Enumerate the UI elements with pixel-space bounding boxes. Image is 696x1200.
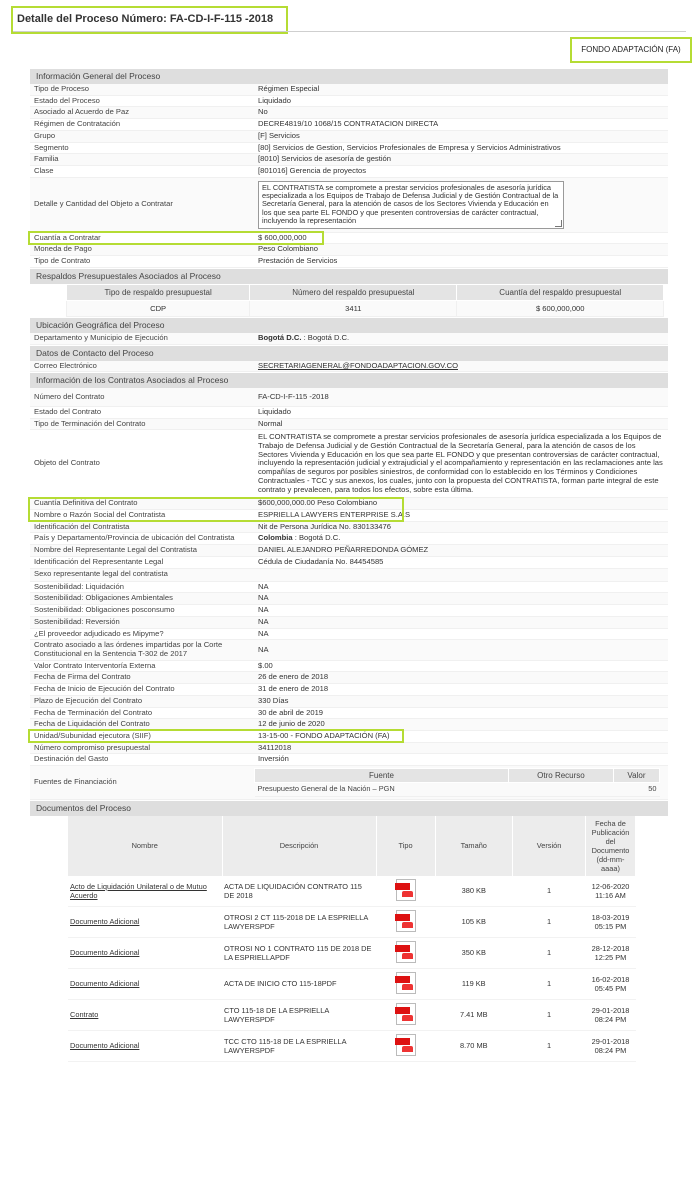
table-row xyxy=(30,754,668,766)
field-value: Liquidado xyxy=(254,95,668,107)
field-value: Peso Colombiano xyxy=(254,244,668,256)
field-label: Destinación del Gasto xyxy=(30,754,254,766)
document-type xyxy=(376,876,435,907)
table-row xyxy=(30,130,668,142)
field-value: NA xyxy=(254,628,668,640)
document-date: 28-12-2018 12:25 PM xyxy=(586,937,636,968)
title-divider xyxy=(13,31,686,32)
table-row xyxy=(30,640,668,660)
funding-header-fuente: Fuente xyxy=(255,769,509,783)
pdf-icon[interactable] xyxy=(396,1034,416,1056)
field-value: $ 600,000,000 xyxy=(254,232,668,244)
field-label: Nombre o Razón Social del Contratista xyxy=(30,510,254,522)
detalle-text: EL CONTRATISTA se compromete a prestar servicios profesionales de asesoría jurídica especializada a los Equipos de Trabajo de Defensa Judicial y de Gestión Contractual de la Secretaría General, para la atención de casos de los Sectores Vivienda y Educación en los que sea parte EL FONDO y que presenten controversias de carácter contractual, incluyendo la representación xyxy=(262,182,559,226)
objeto-row xyxy=(30,430,668,498)
field-value xyxy=(254,533,668,545)
section-respaldos: Respaldos Presupuestales Asociados al Proceso xyxy=(30,269,668,284)
field-label: Fecha de Liquidación del Contrato xyxy=(30,719,254,731)
field-value: Nit de Persona Jurídica No. 830133476 xyxy=(254,521,668,533)
field-value: ESPRIELLA LAWYERS ENTERPRISE S.A.S xyxy=(254,510,668,522)
field-value: NA xyxy=(254,593,668,605)
budget-table xyxy=(66,284,664,317)
document-date: 29-01-2018 08:24 PM xyxy=(586,999,636,1030)
table-row xyxy=(30,707,668,719)
field-label: Fuentes de Financiación xyxy=(30,766,254,800)
document-name-link[interactable]: Documento Adicional xyxy=(68,1030,222,1061)
field-label: Fecha de Firma del Contrato xyxy=(30,672,254,684)
field-label: Tipo de Contrato xyxy=(30,256,254,268)
field-label: Sostenibilidad: Liquidación xyxy=(30,581,254,593)
document-date: 16-02-2018 05:45 PM xyxy=(586,968,636,999)
field-label: Grupo xyxy=(30,130,254,142)
field-label: Contrato asociado a las órdenes impartidas por la Corte Constitucional en la Sentencia T-302 de 2017 xyxy=(30,640,254,660)
general-info-table xyxy=(30,84,668,268)
field-value: Normal xyxy=(254,418,668,430)
table-row xyxy=(30,719,668,731)
field-value: No xyxy=(254,107,668,119)
field-value: Prestación de Servicios xyxy=(254,256,668,268)
field-label: Segmento xyxy=(30,142,254,154)
document-size: 7.41 MB xyxy=(435,999,513,1030)
field-value: Cédula de Ciudadanía No. 84454585 xyxy=(254,556,668,568)
field-value: NA xyxy=(254,616,668,628)
field-label: Plazo de Ejecución del Contrato xyxy=(30,695,254,707)
document-version: 1 xyxy=(513,876,586,907)
table-row xyxy=(30,521,668,533)
entity-name: FONDO ADAPTACIÓN (FA) xyxy=(572,39,690,61)
table-row xyxy=(30,107,668,119)
field-value: [801016] Gerencia de proyectos xyxy=(254,166,668,178)
field-label: Nombre del Representante Legal del Contratista xyxy=(30,545,254,557)
field-label: Identificación del Contratista xyxy=(30,521,254,533)
pdf-icon[interactable] xyxy=(396,879,416,901)
cuantia-row xyxy=(30,232,668,244)
field-label: Tipo de Proceso xyxy=(30,84,254,95)
document-type xyxy=(376,906,435,937)
contracts-table xyxy=(30,388,668,799)
cuantia-definitiva-row xyxy=(30,498,668,510)
docs-header-fecha: Fecha de Publicación del Documento (dd-mm-aaaa) xyxy=(586,816,636,876)
document-version: 1 xyxy=(513,906,586,937)
document-version: 1 xyxy=(513,937,586,968)
field-label: Identificación del Representante Legal xyxy=(30,556,254,568)
funding-table xyxy=(254,768,660,797)
budget-header-tipo: Tipo de respaldo presupuestal xyxy=(67,284,250,300)
document-name-link[interactable]: Acto de Liquidación Unilateral o de Mutuo Acuerdo xyxy=(68,876,222,907)
location-label: Departamento y Municipio de Ejecución xyxy=(30,333,254,344)
document-description: OTROSI 2 CT 115-2018 DE LA ESPRIELLA LAWYERSPDF xyxy=(222,906,376,937)
unidad-ejecutora-row xyxy=(30,730,668,742)
pais-row xyxy=(30,533,668,545)
field-label: ¿El proveedor adjudicado es Mipyme? xyxy=(30,628,254,640)
table-row xyxy=(30,684,668,696)
budget-header-cuantia: Cuantía del respaldo presupuestal xyxy=(457,284,664,300)
budget-numero: 3411 xyxy=(250,300,457,316)
page-title: Detalle del Proceso Número: FA-CD-I-F-115 -2018 xyxy=(13,8,286,32)
field-label: Asociado al Acuerdo de Paz xyxy=(30,107,254,119)
field-label: Fecha de Inicio de Ejecución del Contrato xyxy=(30,684,254,696)
section-contratos: Información de los Contratos Asociados al Proceso xyxy=(30,373,668,388)
docs-header-nombre: Nombre xyxy=(68,816,222,876)
docs-header-version: Versión xyxy=(513,816,586,876)
table-row xyxy=(30,556,668,568)
table-row xyxy=(67,300,664,316)
field-value: NA xyxy=(254,605,668,617)
document-size: 119 KB xyxy=(435,968,513,999)
section-contacto: Datos de Contacto del Proceso xyxy=(30,346,668,361)
table-row xyxy=(30,593,668,605)
field-value: Liquidado xyxy=(254,406,668,418)
field-label: Cuantía Definitiva del Contrato xyxy=(30,498,254,510)
budget-header-numero: Número del respaldo presupuestal xyxy=(250,284,457,300)
table-row xyxy=(68,999,636,1030)
field-label: Fecha de Terminación del Contrato xyxy=(30,707,254,719)
table-row xyxy=(68,968,636,999)
contact-table xyxy=(30,361,668,373)
pais-country: Colombia xyxy=(258,533,293,543)
documents-table xyxy=(68,816,636,1062)
field-value: [8010] Servicios de asesoría de gestión xyxy=(254,154,668,166)
field-value: 26 de enero de 2018 xyxy=(254,672,668,684)
location-value xyxy=(254,333,668,344)
budget-tipo: CDP xyxy=(67,300,250,316)
table-row xyxy=(30,581,668,593)
field-value xyxy=(254,568,668,581)
table-row xyxy=(30,84,668,95)
table-row xyxy=(30,119,668,131)
field-label: Moneda de Pago xyxy=(30,244,254,256)
field-value: EL CONTRATISTA se compromete a prestar servicios profesionales de asesoría jurídica especializada a los Equipos de Trabajo de Defensa Judicial y de Gestión Contractual de la Secretaría General, para la atención de casos de los Sectores Vivienda y Educación en los que sea parte EL FONDO y que presentan controversias de carácter contractual, incluyendo la representación judicial y extrajudicial y el acompañamiento y representación en las reclamaciones ante las compañías de seguros por posibles siniestros, de conformidad con lo establecido en los Términos y Condiciones Contractuales - TCC y sus anexos, los cuales, junto con la propuesta del CONTRATISTA, forman parte integral de este contrato y prevalecen, para todos los efectos, sobre esta última. xyxy=(254,430,668,498)
field-value: 12 de junio de 2020 xyxy=(254,719,668,731)
document-description: OTROSI NO 1 CONTRATO 115 DE 2018 DE LA ESPRIELLAPDF xyxy=(222,937,376,968)
table-row xyxy=(30,406,668,418)
table-row xyxy=(30,672,668,684)
field-label: Clase xyxy=(30,166,254,178)
table-row xyxy=(30,142,668,154)
document-size: 105 KB xyxy=(435,906,513,937)
location-municipality: : Bogotá D.C. xyxy=(301,332,350,342)
pdf-icon[interactable] xyxy=(396,910,416,932)
field-label: Cuantía a Contratar xyxy=(30,232,254,244)
table-row xyxy=(255,783,660,797)
document-date: 12-06-2020 11:16 AM xyxy=(586,876,636,907)
field-value: $.00 xyxy=(254,660,668,672)
field-label: País y Departamento/Provincia de ubicación del Contratista xyxy=(30,533,254,545)
table-row xyxy=(30,568,668,581)
document-size: 350 KB xyxy=(435,937,513,968)
field-label: Familia xyxy=(30,154,254,166)
section-ubicacion: Ubicación Geográfica del Proceso xyxy=(30,318,668,333)
document-description: TCC CTO 115-18 DE LA ESPRIELLA LAWYERSPDF xyxy=(222,1030,376,1061)
field-value: 330 Días xyxy=(254,695,668,707)
document-size: 380 KB xyxy=(435,876,513,907)
table-row xyxy=(30,388,668,406)
field-value: DECRE4819/10 1068/15 CONTRATACION DIRECTA xyxy=(254,119,668,131)
document-type xyxy=(376,937,435,968)
table-row xyxy=(30,660,668,672)
document-type xyxy=(376,1030,435,1061)
table-row xyxy=(68,1030,636,1061)
field-label: Régimen de Contratación xyxy=(30,119,254,131)
document-name-link[interactable]: Documento Adicional xyxy=(68,968,222,999)
document-type xyxy=(376,968,435,999)
table-row xyxy=(30,628,668,640)
document-name-link[interactable]: Contrato xyxy=(68,999,222,1030)
field-value: 34112018 xyxy=(254,742,668,754)
table-row xyxy=(30,616,668,628)
field-value: [F] Servicios xyxy=(254,130,668,142)
budget-cuantia: $ 600,000,000 xyxy=(457,300,664,316)
detalle-textarea[interactable] xyxy=(258,181,564,229)
field-label: Estado del Proceso xyxy=(30,95,254,107)
pais-department: : Bogotá D.C. xyxy=(292,533,341,543)
document-description: ACTA DE LIQUIDACIÓN CONTRATO 115 DE 2018 xyxy=(222,876,376,907)
table-row xyxy=(30,166,668,178)
field-label: Estado del Contrato xyxy=(30,406,254,418)
field-value: [80] Servicios de Gestion, Servicios Profesionales de Empresa y Servicios Administrativos xyxy=(254,142,668,154)
fuentes-row xyxy=(30,766,668,800)
field-label: Sostenibilidad: Obligaciones Ambientales xyxy=(30,593,254,605)
field-label: Detalle y Cantidad del Objeto a Contratar xyxy=(30,177,254,232)
docs-header-tipo: Tipo xyxy=(376,816,435,876)
field-value: NA xyxy=(254,640,668,660)
table-row xyxy=(30,95,668,107)
field-value: Inversión xyxy=(254,754,668,766)
field-label: Número del Contrato xyxy=(30,388,254,406)
document-version: 1 xyxy=(513,999,586,1030)
section-general: Información General del Proceso xyxy=(30,69,668,84)
document-name-link[interactable]: Documento Adicional xyxy=(68,906,222,937)
document-size: 8.70 MB xyxy=(435,1030,513,1061)
field-value xyxy=(254,177,668,232)
field-value: NA xyxy=(254,581,668,593)
field-value: $600,000,000.00 Peso Colombiano xyxy=(254,498,668,510)
document-date: 29-01-2018 08:24 PM xyxy=(586,1030,636,1061)
field-label: Objeto del Contrato xyxy=(30,430,254,498)
field-label: Número compromiso presupuestal xyxy=(30,742,254,754)
pdf-icon[interactable] xyxy=(396,941,416,963)
detalle-row xyxy=(30,177,668,232)
resize-grip-icon[interactable] xyxy=(555,220,562,227)
field-label: Unidad/Subunidad ejecutora (SIIF) xyxy=(30,730,254,742)
section-documentos: Documentos del Proceso xyxy=(30,801,668,816)
funding-valor: 50 xyxy=(613,783,659,797)
field-value: Régimen Especial xyxy=(254,84,668,95)
funding-header-otro-recurso: Otro Recurso xyxy=(509,769,614,783)
docs-header-descripcion: Descripción xyxy=(222,816,376,876)
table-row xyxy=(30,418,668,430)
process-detail xyxy=(30,68,668,1062)
table-row xyxy=(68,906,636,937)
field-label: Sexo representante legal del contratista xyxy=(30,568,254,581)
funding-fuente: Presupuesto General de la Nación – PGN xyxy=(255,783,509,797)
location-department: Bogotá D.C. xyxy=(258,332,302,342)
document-version: 1 xyxy=(513,968,586,999)
field-value: 31 de enero de 2018 xyxy=(254,684,668,696)
docs-header-tamano: Tamaño xyxy=(435,816,513,876)
document-name-link[interactable]: Documento Adicional xyxy=(68,937,222,968)
pdf-icon[interactable] xyxy=(396,1003,416,1025)
field-label: Tipo de Terminación del Contrato xyxy=(30,418,254,430)
pdf-icon[interactable] xyxy=(396,972,416,994)
field-label: Valor Contrato Interventoría Externa xyxy=(30,660,254,672)
field-value xyxy=(254,766,668,800)
field-value: 30 de abril de 2019 xyxy=(254,707,668,719)
document-version: 1 xyxy=(513,1030,586,1061)
field-value: DANIEL ALEJANDRO PEÑARREDONDA GÓMEZ xyxy=(254,545,668,557)
table-row xyxy=(30,256,668,268)
email-link[interactable]: SECRETARIAGENERAL@FONDOADAPTACION.GOV.CO xyxy=(258,360,458,370)
table-row xyxy=(30,695,668,707)
field-label: Sostenibilidad: Reversión xyxy=(30,616,254,628)
table-row xyxy=(68,876,636,907)
razon-social-row xyxy=(30,510,668,522)
document-description: ACTA DE INICIO CTO 115-18PDF xyxy=(222,968,376,999)
document-description: CTO 115-18 DE LA ESPRIELLA LAWYERSPDF xyxy=(222,999,376,1030)
table-row xyxy=(30,244,668,256)
table-row xyxy=(30,154,668,166)
document-date: 18-03-2019 05:15 PM xyxy=(586,906,636,937)
field-value: FA-CD-I-F-115 -2018 xyxy=(254,388,668,406)
table-row xyxy=(30,605,668,617)
email-label: Correo Electrónico xyxy=(30,361,254,372)
table-row xyxy=(30,545,668,557)
location-table xyxy=(30,333,668,345)
document-type xyxy=(376,999,435,1030)
funding-otro-recurso xyxy=(509,783,614,797)
funding-header-valor: Valor xyxy=(613,769,659,783)
field-label: Sostenibilidad: Obligaciones posconsumo xyxy=(30,605,254,617)
field-value: 13-15-00 - FONDO ADAPTACIÓN (FA) xyxy=(254,730,668,742)
table-row xyxy=(30,742,668,754)
table-row xyxy=(68,937,636,968)
